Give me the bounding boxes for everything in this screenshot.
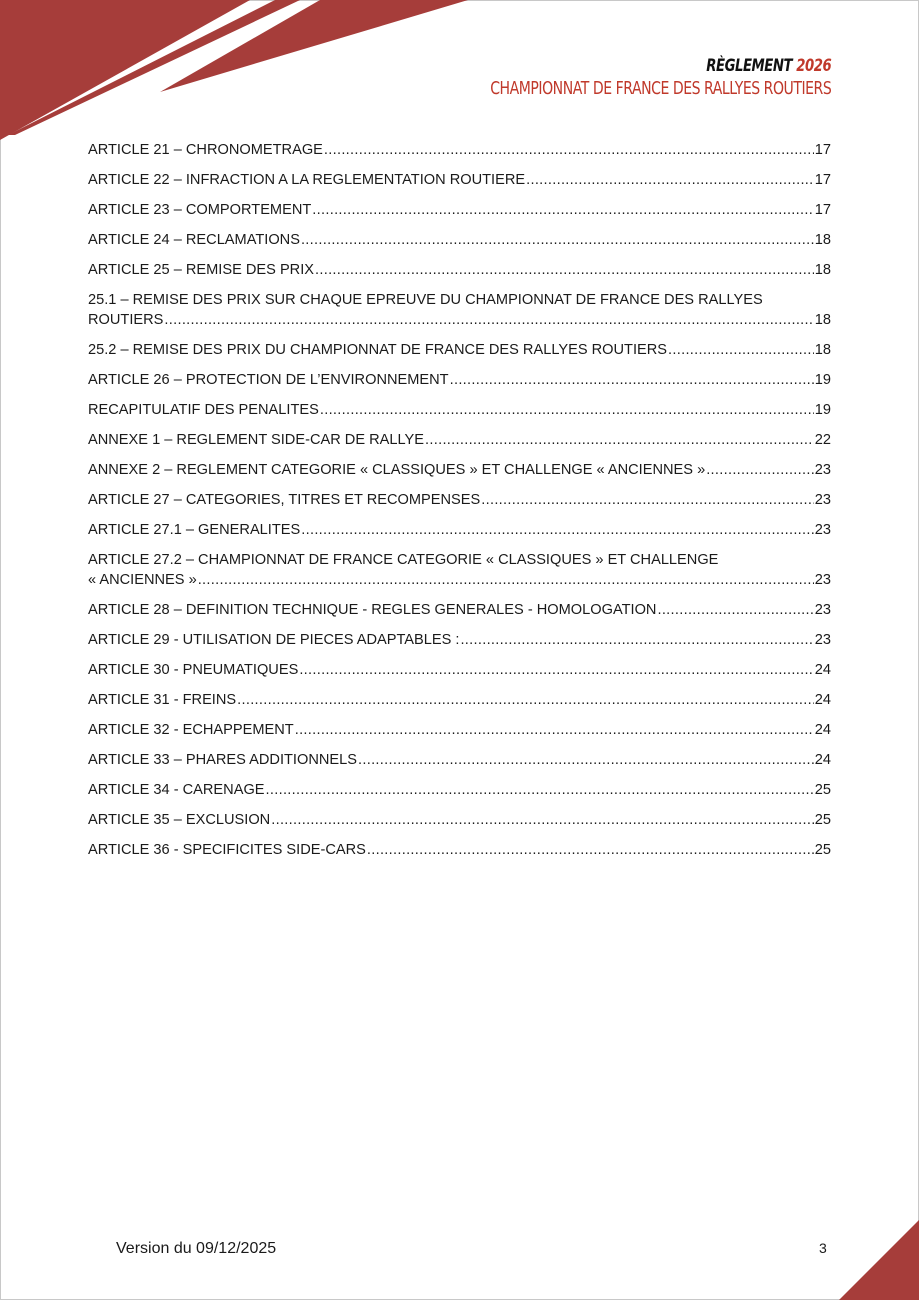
toc-entry-title: ARTICLE 31 - FREINS <box>88 692 237 708</box>
top-left-stripe-decoration <box>0 0 470 145</box>
toc-entry-page: 18 <box>814 262 831 278</box>
toc-dot-leader <box>324 140 814 160</box>
toc-entry-page: 18 <box>814 342 831 358</box>
toc-entry-title: ARTICLE 28 – DEFINITION TECHNIQUE - REGLES GENERALES - HOMOLOGATION <box>88 602 657 618</box>
toc-entry-article-22[interactable] <box>88 170 831 190</box>
toc-entry-page: 25 <box>814 812 831 828</box>
toc-dot-leader <box>668 340 814 360</box>
toc-entry-page: 17 <box>814 142 831 158</box>
toc-entry-title: ARTICLE 24 – RECLAMATIONS <box>88 232 300 248</box>
header-title <box>490 55 831 77</box>
toc-entry-article-27-1[interactable] <box>88 520 831 540</box>
toc-entry-article-31[interactable] <box>88 690 831 710</box>
toc-entry-title-line1: 25.1 – REMISE DES PRIX SUR CHAQUE EPREUVE DU CHAMPIONNAT DE FRANCE DES RALLYES <box>88 292 763 308</box>
footer-page-number: 3 <box>819 1240 827 1256</box>
toc-entry-title: ARTICLE 32 - ECHAPPEMENT <box>88 722 294 738</box>
toc-entry-title: ARTICLE 30 - PNEUMATIQUES <box>88 662 299 678</box>
toc-entry-title: ARTICLE 33 – PHARES ADDITIONNELS <box>88 752 357 768</box>
toc-entry-page: 23 <box>814 462 831 478</box>
toc-dot-leader <box>320 400 814 420</box>
toc-dot-leader <box>237 690 814 710</box>
header-title-year: 2026 <box>795 56 831 76</box>
toc-entry-title: RECAPITULATIF DES PENALITES <box>88 402 319 418</box>
toc-dot-leader <box>425 430 814 450</box>
toc-entry-page: 23 <box>814 632 831 648</box>
toc-dot-leader <box>271 810 814 830</box>
toc-entry-title: 25.2 – REMISE DES PRIX DU CHAMPIONNAT DE FRANCE DES RALLYES ROUTIERS <box>88 342 668 358</box>
toc-entry-title: ARTICLE 26 – PROTECTION DE L’ENVIRONNEMENT <box>88 372 449 388</box>
toc-dot-leader <box>450 370 814 390</box>
toc-dot-leader <box>266 780 814 800</box>
toc-entry-title: ANNEXE 1 – REGLEMENT SIDE-CAR DE RALLYE <box>88 432 425 448</box>
toc-entry-title: ARTICLE 36 - SPECIFICITES SIDE-CARS <box>88 842 366 858</box>
toc-entry-page: 25 <box>814 782 831 798</box>
toc-entry-annexe-1[interactable] <box>88 430 831 450</box>
toc-entry-article-27[interactable] <box>88 490 831 510</box>
toc-entry-recapitulatif[interactable] <box>88 400 831 420</box>
toc-entry-article-35[interactable] <box>88 810 831 830</box>
bottom-right-corner-decoration <box>819 1220 919 1300</box>
toc-entry-article-33[interactable] <box>88 750 831 770</box>
toc-entry-title: ROUTIERS <box>88 312 164 328</box>
toc-entry-page: 17 <box>814 202 831 218</box>
toc-entry-article-26[interactable] <box>88 370 831 390</box>
toc-dot-leader <box>301 520 814 540</box>
header-subtitle: CHAMPIONNAT DE FRANCE DES RALLYES ROUTIERS <box>489 78 831 99</box>
toc-dot-leader <box>706 460 814 480</box>
toc-entry-page: 22 <box>814 432 831 448</box>
toc-entry-article-25-2[interactable] <box>88 340 831 360</box>
toc-entry-article-25[interactable] <box>88 260 831 280</box>
toc-entry-title: « ANCIENNES » <box>88 572 197 588</box>
toc-entry-page: 23 <box>814 492 831 508</box>
toc-entry-article-21[interactable] <box>88 140 831 160</box>
toc-dot-leader <box>198 570 814 590</box>
toc-entry-page: 24 <box>814 752 831 768</box>
toc-entry-title: ARTICLE 35 – EXCLUSION <box>88 812 271 828</box>
toc-entry-title: ANNEXE 2 – REGLEMENT CATEGORIE « CLASSIQUES » ET CHALLENGE « ANCIENNES » <box>88 462 706 478</box>
document-header <box>490 55 831 101</box>
toc-entry-page: 18 <box>814 312 831 328</box>
toc-entry-page: 24 <box>814 662 831 678</box>
toc-dot-leader <box>460 630 813 650</box>
toc-entry-title: ARTICLE 23 – COMPORTEMENT <box>88 202 312 218</box>
header-title-prefix: RÈGLEMENT <box>705 56 792 76</box>
toc-dot-leader <box>164 310 813 330</box>
toc-entry-title: ARTICLE 21 – CHRONOMETRAGE <box>88 142 323 158</box>
toc-entry-title: ARTICLE 34 - CARENAGE <box>88 782 265 798</box>
toc-entry-page: 23 <box>814 522 831 538</box>
footer-version: Version du 09/12/2025 <box>116 1240 277 1257</box>
toc-entry-title: ARTICLE 25 – REMISE DES PRIX <box>88 262 315 278</box>
toc-dot-leader <box>358 750 814 770</box>
toc-entry-page: 19 <box>814 402 831 418</box>
toc-entry-page: 24 <box>814 722 831 738</box>
toc-entry-article-36[interactable] <box>88 840 831 860</box>
toc-entry-article-24[interactable] <box>88 230 831 250</box>
toc-entry-title: ARTICLE 22 – INFRACTION A LA REGLEMENTATION ROUTIERE <box>88 172 526 188</box>
toc-entry-article-27-2[interactable] <box>88 550 831 590</box>
toc-entry-page: 23 <box>814 572 831 588</box>
toc-entry-article-29[interactable] <box>88 630 831 650</box>
toc-entry-title: ARTICLE 27.1 – GENERALITES <box>88 522 301 538</box>
toc-entry-page: 24 <box>814 692 831 708</box>
toc-dot-leader <box>301 230 814 250</box>
table-of-contents <box>88 140 831 870</box>
toc-dot-leader <box>315 260 814 280</box>
toc-entry-article-30[interactable] <box>88 660 831 680</box>
toc-entry-title: ARTICLE 27 – CATEGORIES, TITRES ET RECOMPENSES <box>88 492 481 508</box>
toc-entry-page: 18 <box>814 232 831 248</box>
toc-entry-title-line1: ARTICLE 27.2 – CHAMPIONNAT DE FRANCE CATEGORIE « CLASSIQUES » ET CHALLENGE <box>88 552 719 568</box>
toc-dot-leader <box>312 200 813 220</box>
toc-entry-article-34[interactable] <box>88 780 831 800</box>
toc-dot-leader <box>481 490 814 510</box>
toc-entry-article-28[interactable] <box>88 600 831 620</box>
toc-dot-leader <box>299 660 813 680</box>
toc-entry-article-25-1[interactable] <box>88 290 831 330</box>
toc-entry-article-23[interactable] <box>88 200 831 220</box>
toc-dot-leader <box>657 600 813 620</box>
toc-entry-page: 19 <box>814 372 831 388</box>
toc-dot-leader <box>526 170 814 190</box>
toc-entry-page: 17 <box>814 172 831 188</box>
toc-entry-article-32[interactable] <box>88 720 831 740</box>
toc-entry-title: ARTICLE 29 - UTILISATION DE PIECES ADAPTABLES : <box>88 632 460 648</box>
toc-dot-leader <box>295 720 814 740</box>
toc-entry-annexe-2[interactable] <box>88 460 831 480</box>
toc-entry-page: 23 <box>814 602 831 618</box>
toc-entry-page: 25 <box>814 842 831 858</box>
toc-dot-leader <box>367 840 814 860</box>
